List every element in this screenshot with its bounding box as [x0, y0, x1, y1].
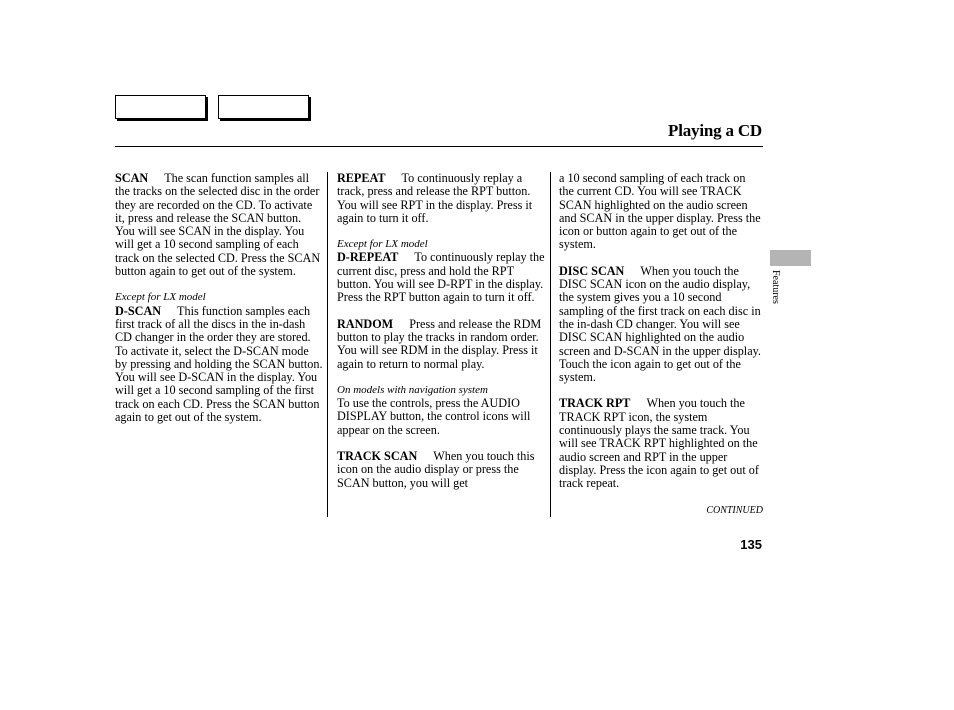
audio-display-text: To use the controls, press the AUDIO DISPLAY button, the control icons will appear on the screen.: [337, 396, 531, 437]
random-text: Press and release the RDM button to play the tracks in random order. You will see RDM in the display. Press it again to return to normal play.: [337, 316, 542, 371]
continued-label: CONTINUED: [706, 505, 763, 516]
text-column-1: [115, 172, 323, 437]
d-repeat-text: To continuously replay the current disc, press and hold the RPT button. You will see D-RPT in the display. Press the RPT button again to turn it off.: [337, 250, 545, 305]
text-column-3: [559, 172, 763, 504]
d-scan-paragraph: [115, 305, 323, 425]
track-rpt-text: When you touch the TRACK RPT icon, the system continuously plays the same track. You will see TRACK RPT highlighted on the audio screen and RPT in the upper display. Press the icon again to get out of track repeat.: [559, 396, 759, 491]
text-column-2: [337, 172, 545, 490]
repeat-paragraph: [337, 172, 545, 225]
disc-scan-paragraph: [559, 265, 763, 385]
repeat-heading: REPEAT: [337, 171, 386, 185]
track-rpt-paragraph: [559, 397, 763, 490]
scan-paragraph: [115, 172, 323, 278]
track-scan-continued-text: a 10 second sampling of each track on the current CD. You will see TRACK SCAN highlighted on the audio screen and SCAN in the upper display. Press the icon or button again to get out of the system.: [559, 171, 761, 252]
track-rpt-heading: TRACK RPT: [559, 396, 631, 411]
d-scan-heading: D-SCAN: [115, 303, 162, 318]
column-divider-2: [550, 172, 551, 517]
navigation-system-note: On models with navigation system: [337, 383, 488, 396]
track-scan-heading: TRACK SCAN: [337, 449, 418, 464]
d-repeat-heading: D-REPEAT: [337, 250, 399, 265]
section-tab[interactable]: [770, 250, 811, 266]
lx-model-note: Except for LX model: [337, 238, 428, 251]
column-divider-1: [327, 172, 328, 517]
random-paragraph: [337, 318, 545, 371]
track-scan-paragraph: [337, 450, 545, 490]
repeat-text: To continuously replay a track, press and release the RPT button. You will see RPT in the display. Press it again to turn it off.: [337, 171, 533, 225]
disc-scan-heading: DISC SCAN: [559, 263, 625, 278]
scan-text: The scan function samples all the tracks on the selected disc in the order they are recorded on the CD. To activate it, press and release the SCAN button. You will see SCAN in the display. You will get a 10 second sampling of each track on the selected CD. Press the SCAN button again to get out of the system.: [115, 171, 321, 279]
track-scan-text: When you touch this icon on the audio display or press the SCAN button, you will get: [337, 449, 535, 490]
lx-model-note: Except for LX model: [115, 291, 206, 304]
page-number: 135: [740, 537, 762, 552]
scan-heading: SCAN: [115, 171, 149, 185]
track-scan-continued-paragraph: [559, 172, 763, 252]
audio-display-paragraph: [337, 397, 545, 437]
nav-button-next[interactable]: [218, 95, 309, 119]
section-tab-label: Features: [770, 270, 781, 304]
page-title: Playing a CD: [668, 121, 762, 140]
d-scan-text: This function samples each first track of all the discs in the in-dash CD changer in the order they are stored. To activate it, select the D-SCAN mode by pressing and holding the SCAN button. You will see D-SCAN in the display. You will get a 10 second sampling of the first track on each CD. Press the SCAN button again to get out of the system.: [115, 303, 323, 425]
nav-button-previous[interactable]: [115, 95, 206, 119]
random-heading: RANDOM: [337, 316, 394, 331]
d-repeat-paragraph: [337, 251, 545, 304]
disc-scan-text: When you touch the DISC SCAN icon on the audio display, the system gives you a 10 second sampling of the first track on each disc in the in-dash CD changer. You will see DISC SCAN highlighted on the audio screen and D-SCAN in the upper display. Touch the icon again to get out of the system.: [559, 263, 761, 385]
title-divider: [115, 146, 763, 147]
